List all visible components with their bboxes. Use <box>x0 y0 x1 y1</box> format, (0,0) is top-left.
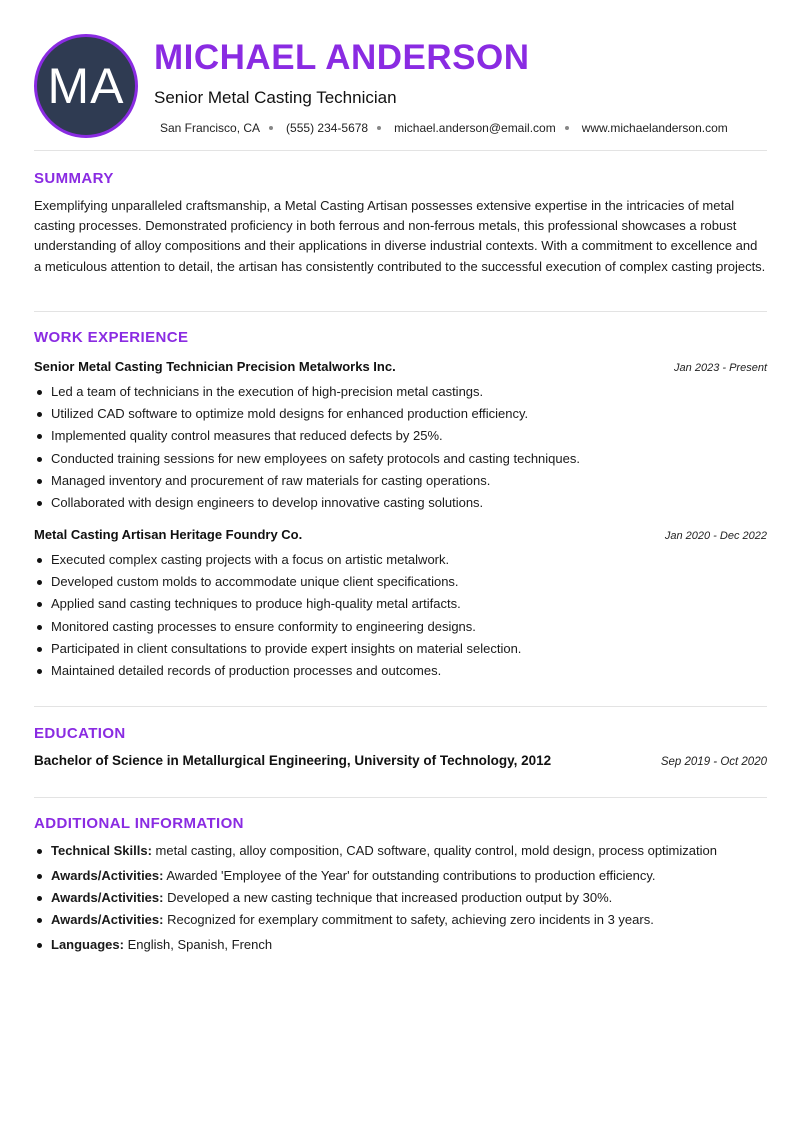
item-text: English, Spanish, French <box>123 937 273 952</box>
job-title: Metal Casting Artisan Heritage Foundry Co. <box>34 527 303 542</box>
contact-email-link[interactable]: michael.anderson@email.com <box>394 121 556 135</box>
list-item: Participated in client consultations to provide expert insights on material selection. <box>34 640 767 662</box>
item-text: metal casting, alloy composition, CAD software, quality control, mold design, process optimization <box>151 843 717 858</box>
list-item <box>34 889 767 911</box>
avatar <box>34 34 138 138</box>
resume-header <box>0 0 800 150</box>
avatar-initials: MA <box>47 58 125 114</box>
list-item: Executed complex casting projects with a focus on artistic metalwork. <box>34 551 767 573</box>
degree-title: Bachelor of Science in Metallurgical Engineering, University of Technology, 2012 <box>34 753 552 768</box>
contact-bar <box>160 121 728 135</box>
list-item: Applied sand casting techniques to produce high-quality metal artifacts. <box>34 595 767 617</box>
item-label: Awards/Activities: <box>51 868 164 883</box>
list-item: Monitored casting processes to ensure conformity to engineering designs. <box>34 618 767 640</box>
item-label: Awards/Activities: <box>51 890 164 905</box>
list-item: Conducted training sessions for new employees on safety protocols and casting techniques. <box>34 450 767 472</box>
contact-location-text: San Francisco, CA <box>160 121 261 135</box>
list-item: Developed custom molds to accommodate unique client specifications. <box>34 573 767 595</box>
item-text: Developed a new casting technique that increased production output by 30%. <box>163 890 613 905</box>
separator-dot <box>269 126 273 130</box>
job-header <box>34 359 767 374</box>
list-item: Utilized CAD software to optimize mold designs for enhanced production efficiency. <box>34 405 767 427</box>
list-item: Maintained detailed records of production processes and outcomes. <box>34 662 767 684</box>
item-label: Technical Skills: <box>51 843 152 858</box>
candidate-name: MICHAEL ANDERSON <box>154 38 530 77</box>
contact-website[interactable] <box>582 121 728 135</box>
list-item: Managed inventory and procurement of raw materials for casting operations. <box>34 472 767 494</box>
experience-heading: WORK EXPERIENCE <box>34 329 189 346</box>
job-bullets <box>34 551 767 684</box>
education-heading: EDUCATION <box>34 725 126 742</box>
candidate-title: Senior Metal Casting Technician <box>154 88 397 107</box>
divider <box>34 150 767 151</box>
job-bullets <box>34 383 767 516</box>
summary-heading: SUMMARY <box>34 170 114 187</box>
additional-list <box>34 842 767 958</box>
item-label: Languages: <box>51 937 124 952</box>
divider <box>34 311 767 312</box>
list-item <box>34 911 767 936</box>
item-text: Awarded 'Employee of the Year' for outstanding contributions to production efficiency. <box>163 868 656 883</box>
list-item: Implemented quality control measures that reduced defects by 25%. <box>34 427 767 449</box>
item-text: Recognized for exemplary commitment to safety, achieving zero incidents in 3 years. <box>163 912 654 927</box>
summary-text: Exemplifying unparalleled craftsmanship, a Metal Casting Artisan possesses extensive expertise in the intricacies of metal casting processes. Demonstrated proficiency in both ferrous and non-ferrous metals, this professional showcases a robust understanding of alloy compositions and their applications in diverse industrial contexts. With a commitment to excellence and a meticulous attention to detail, the artisan has consistently contributed to the successful execution of complex casting projects. <box>34 198 766 274</box>
education-dates: Sep 2019 - Oct 2020 <box>660 756 767 768</box>
divider <box>34 706 767 707</box>
contact-location <box>160 121 286 135</box>
job-dates: Jan 2020 - Dec 2022 <box>664 530 767 542</box>
list-item <box>34 936 767 958</box>
job-header <box>34 527 767 542</box>
additional-heading: ADDITIONAL INFORMATION <box>34 815 244 832</box>
education-entry <box>34 753 767 768</box>
job-title: Senior Metal Casting Technician Precision Metalworks Inc. <box>34 359 396 374</box>
list-item <box>34 842 767 867</box>
contact-phone-text[interactable]: (555) 234-5678 <box>286 121 369 135</box>
item-label: Awards/Activities: <box>51 912 164 927</box>
separator-dot <box>565 126 569 130</box>
contact-phone[interactable] <box>286 121 394 135</box>
list-item <box>34 867 767 889</box>
contact-website-link[interactable]: www.michaelanderson.com <box>581 121 728 135</box>
list-item: Led a team of technicians in the execution of high-precision metal castings. <box>34 383 767 405</box>
job-dates: Jan 2023 - Present <box>674 362 767 374</box>
divider <box>34 797 767 798</box>
separator-dot <box>377 126 381 130</box>
contact-email[interactable] <box>394 121 582 135</box>
list-item: Collaborated with design engineers to develop innovative casting solutions. <box>34 494 767 516</box>
